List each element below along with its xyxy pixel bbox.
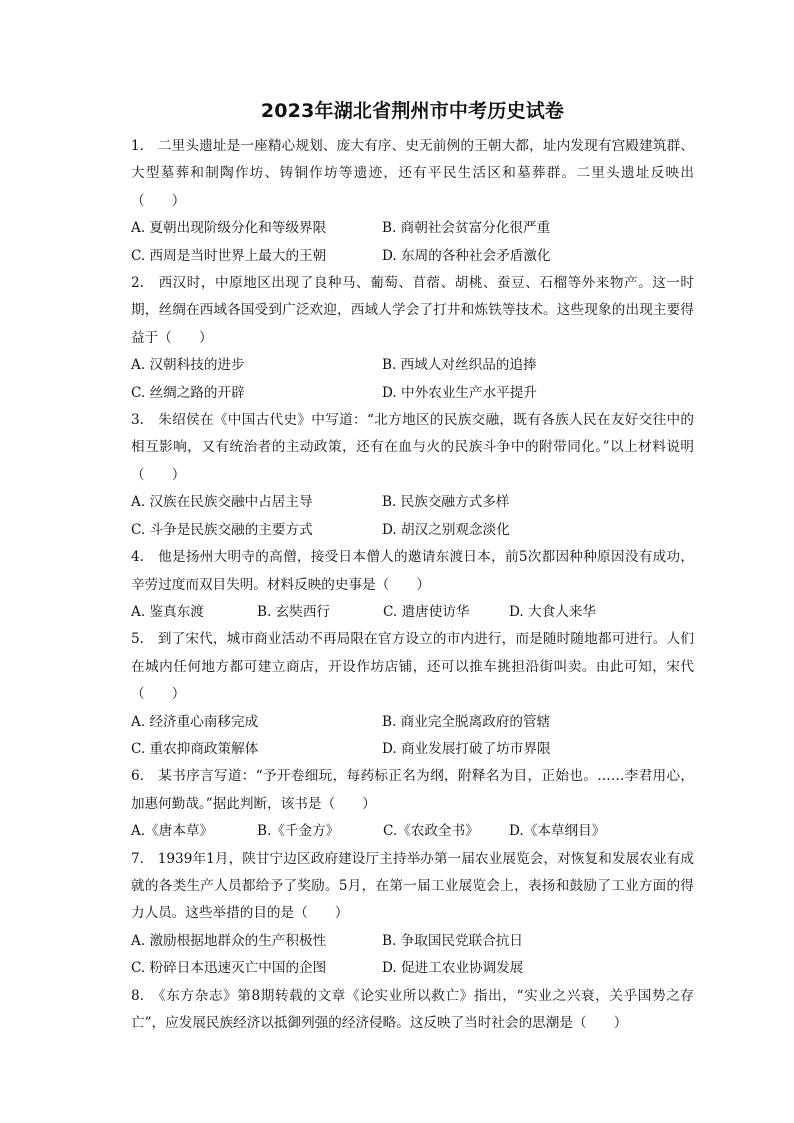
question-5-options bbox=[131, 709, 694, 764]
question-8-text: 8. 《东方杂志》第8期转载的文章《论实业所以救亡》指出，“实业之兴衰，关乎国势之存亡”，应发展民族经济以抵御列强的经济侵略。这反映了当时社会的思潮是（ ） bbox=[131, 987, 694, 1031]
option-d: D. 商业发展打破了坊市界限 bbox=[382, 740, 551, 757]
option-b: B. 西域人对丝织品的追捧 bbox=[382, 357, 537, 374]
option-d: D. 中外农业生产水平提升 bbox=[382, 384, 537, 401]
question-7-options bbox=[131, 928, 694, 983]
option-a: A. 经济重心南移完成 bbox=[131, 713, 259, 730]
option-a: A. 夏朝出现阶级分化和等级界限 bbox=[131, 220, 327, 237]
option-c: C. 粉碎日本迅速灭亡中国的企图 bbox=[131, 960, 327, 977]
question-2 bbox=[131, 270, 694, 407]
question-4-options bbox=[131, 599, 694, 626]
exam-title: 2023年湖北省荆州市中考历史试卷 bbox=[260, 100, 565, 122]
question-4 bbox=[131, 544, 694, 626]
question-6 bbox=[131, 763, 694, 845]
option-d: D. 东周的各种社会矛盾激化 bbox=[382, 247, 551, 264]
question-2-options bbox=[131, 352, 694, 407]
option-b: B. 商朝社会贫富分化很严重 bbox=[382, 220, 551, 237]
question-3-text: 3. 朱绍侯在《中国古代史》中写道：“北方地区的民族交融，既有各族人民在友好交往中的相互影响，又有统治者的主动政策，还有在血与火的民族斗争中的附带同化。”以上材料说明（ ） bbox=[131, 412, 694, 483]
question-1-options bbox=[131, 215, 694, 270]
option-c: C. 丝绸之路的开辟 bbox=[131, 384, 245, 401]
option-c: C. 西周是当时世界上最大的王朝 bbox=[131, 247, 327, 264]
question-3 bbox=[131, 407, 694, 544]
option-c: C. 斗争是民族交融的主要方式 bbox=[131, 521, 313, 538]
option-c: C.《农政全书》 bbox=[383, 823, 479, 840]
option-b: B.《千金方》 bbox=[257, 823, 340, 840]
question-8 bbox=[131, 983, 694, 1038]
option-c: C. 重农抑商政策解体 bbox=[131, 740, 259, 757]
option-a: A.《唐本草》 bbox=[131, 823, 214, 840]
question-6-options bbox=[131, 818, 694, 845]
option-b: B. 商业完全脱离政府的管辖 bbox=[382, 713, 551, 730]
question-5 bbox=[131, 626, 694, 763]
question-5-text: 5. 到了宋代，城市商业活动不再局限在官方设立的市内进行，而是随时随地都可进行。人们在城内任何地方都可建立商店，开设作坊店铺，还可以推车挑担沿街叫卖。由此可知，宋代（ ） bbox=[131, 631, 694, 703]
question-3-options bbox=[131, 489, 694, 544]
question-6-text: 6. 某书序言写道：“予开卷细玩，每药标正名为纲，附释名为目，正始也。……李君用心，加惠何勤哉。”据此判断，该书是（ ） bbox=[131, 768, 694, 812]
question-1 bbox=[131, 133, 694, 270]
option-b: B. 民族交融方式多样 bbox=[382, 494, 510, 511]
question-1-text: 1. 二里头遗址是一座精心规划、庞大有序、史无前例的王朝大都，址内发现有宫殿建筑群、大型墓葬和制陶作坊、铸铜作坊等遗迹，还有平民生活区和墓葬群。二里头遗址反映出（ ） bbox=[131, 138, 694, 209]
option-a: A. 汉朝科技的进步 bbox=[131, 357, 245, 374]
question-2-text: 2. 西汉时，中原地区出现了良种马、葡萄、苜蓿、胡桃、蚕豆、石榴等外来物产。这一时期，丝绸在西域各国受到广泛欢迎，西域人学会了打井和炼铁等技术。这些现象的出现主要得益于（ ） bbox=[131, 275, 694, 346]
option-d: D. 胡汉之别观念淡化 bbox=[382, 521, 510, 538]
option-d: D. 大食人来华 bbox=[509, 603, 597, 620]
option-b: B. 争取国民党联合抗日 bbox=[382, 932, 523, 949]
question-4-text: 4. 他是扬州大明寺的高僧，接受日本僧人的邀请东渡日本，前5次都因种种原因没有成功，辛劳过度而双目失明。材料反映的史事是（ ） bbox=[131, 549, 694, 593]
option-b: B. 玄奘西行 bbox=[257, 603, 331, 620]
option-c: C. 遣唐使访华 bbox=[383, 603, 470, 620]
option-d: D.《本草纲目》 bbox=[509, 823, 606, 840]
option-d: D. 促进工农业协调发展 bbox=[382, 960, 524, 977]
question-7-text: 7. 1939年1月，陕甘宁边区政府建设厅主持举办第一届农业展览会，对恢复和发展农业有成就的各类生产人员都给予了奖励。5月，在第一届工业展览会上，表扬和鼓励了工业方面的得力人员。这些举措的目的是（ ） bbox=[131, 850, 694, 922]
question-7 bbox=[131, 846, 694, 983]
option-a: A. 鉴真东渡 bbox=[131, 603, 204, 620]
option-a: A. 汉族在民族交融中占居主导 bbox=[131, 494, 313, 511]
option-a: A. 激励根据地群众的生产积极性 bbox=[131, 932, 327, 949]
